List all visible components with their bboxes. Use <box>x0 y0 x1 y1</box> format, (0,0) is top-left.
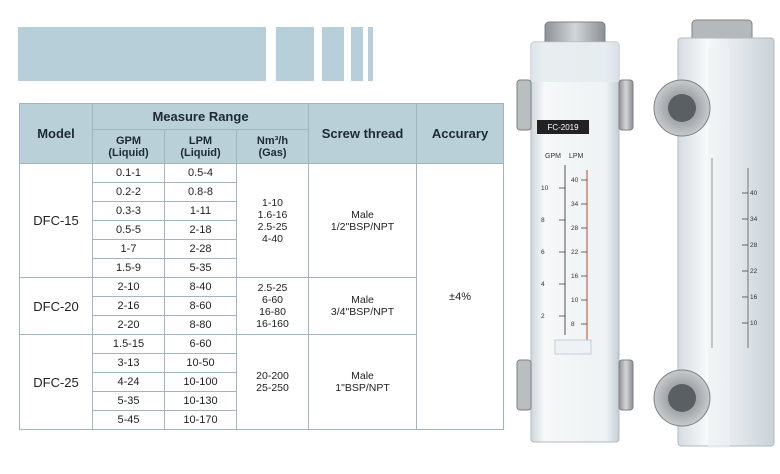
gas-range-value: 16-80 <box>259 306 286 318</box>
gpm-cell: 0.5-5 <box>93 221 165 240</box>
gpm-cell: 0.2-2 <box>93 183 165 202</box>
angled-scale-label: 10 <box>750 320 758 327</box>
thread-cell <box>309 164 417 278</box>
banner-block-1 <box>18 27 266 81</box>
lpm-cell: 0.8-8 <box>165 183 237 202</box>
lpm-cell: 2-28 <box>165 240 237 259</box>
accuracy-cell: ±4% <box>417 164 504 430</box>
lpm-scale-label: 40 <box>571 177 579 184</box>
gpm-scale-label: 6 <box>541 249 545 256</box>
banner-block-4 <box>351 27 363 81</box>
gas-range-value: 20-200 <box>256 370 289 382</box>
lpm-scale-label: 16 <box>571 273 579 280</box>
lpm-cell: 8-60 <box>165 297 237 316</box>
thread-value: 1/2"BSP/NPT <box>330 220 395 233</box>
lpm-scale-label: 8 <box>571 321 575 328</box>
lpm-cell: 6-60 <box>165 335 237 354</box>
gpm-cell: 5-35 <box>93 392 165 411</box>
gpm-cell: 1.5-15 <box>93 335 165 354</box>
lpm-cell: 10-170 <box>165 411 237 430</box>
gpm-cell: 4-24 <box>93 373 165 392</box>
gas-range-value: 1-10 <box>262 196 284 209</box>
header-screw-thread: Screw thread <box>309 104 417 164</box>
angled-scale-label: 28 <box>750 242 758 249</box>
header-measure-range: Measure Range <box>93 104 309 130</box>
lpm-cell: 2-18 <box>165 221 237 240</box>
gas-range-cell <box>237 164 309 278</box>
gas-range-value: 2.5-25 <box>257 220 288 233</box>
lpm-cell: 1-11 <box>165 202 237 221</box>
gas-range-value: 4-40 <box>262 232 284 245</box>
gas-range-cell <box>237 335 309 430</box>
lpm-cell: 8-80 <box>165 316 237 335</box>
thread-value: Male <box>351 294 374 306</box>
gas-range-value: 16-160 <box>256 318 289 330</box>
gpm-scale-title: GPM <box>545 153 561 160</box>
angled-scale-label: 16 <box>750 294 758 301</box>
lpm-cell: 5-35 <box>165 259 237 278</box>
gpm-scale-label: 8 <box>541 217 545 224</box>
gpm-cell: 1-7 <box>93 240 165 259</box>
thread-cell <box>309 335 417 430</box>
lpm-scale-label: 22 <box>571 249 579 256</box>
thread-cell <box>309 278 417 335</box>
thread-value: Male <box>351 208 374 221</box>
banner-block-5 <box>368 27 373 81</box>
lpm-scale-label: 10 <box>571 297 579 304</box>
lpm-cell: 10-100 <box>165 373 237 392</box>
thread-value: 3/4"BSP/NPT <box>330 306 395 318</box>
flowmeter-label: FC-2019 <box>547 123 579 132</box>
model-cell: DFC-25 <box>20 335 93 430</box>
angled-scale-label: 40 <box>750 190 758 197</box>
lpm-cell: 10-50 <box>165 354 237 373</box>
gpm-scale-label: 2 <box>541 313 545 320</box>
gpm-cell: 0.1-1 <box>93 164 165 183</box>
gas-range-value: 6-60 <box>262 294 284 306</box>
spec-table <box>19 103 504 430</box>
angled-scale-label: 22 <box>750 268 758 275</box>
model-cell: DFC-15 <box>20 164 93 278</box>
gpm-cell: 3-13 <box>93 354 165 373</box>
thread-value: 1"BSP/NPT <box>335 382 390 394</box>
gpm-scale-label: 4 <box>541 281 545 288</box>
gpm-cell: 1.5-9 <box>93 259 165 278</box>
gas-range-value: 1.6-16 <box>257 208 288 221</box>
header-model: Model <box>20 104 93 164</box>
lpm-cell: 8-40 <box>165 278 237 297</box>
lpm-cell: 0.5-4 <box>165 164 237 183</box>
lpm-scale-label: 28 <box>571 225 579 232</box>
header-lpm: LPM (Liquid) <box>165 130 237 164</box>
lpm-scale-title: LPM <box>569 153 584 160</box>
header-accuracy: Accurary <box>417 104 504 164</box>
gpm-cell: 2-20 <box>93 316 165 335</box>
model-cell: DFC-20 <box>20 278 93 335</box>
lpm-scale-label: 34 <box>571 201 579 208</box>
gpm-cell: 0.3-3 <box>93 202 165 221</box>
gpm-cell: 2-10 <box>93 278 165 297</box>
header-nm3h: Nm³/h (Gas) <box>237 130 309 164</box>
thread-value: Male <box>351 370 374 382</box>
gpm-cell: 5-45 <box>93 411 165 430</box>
gpm-scale-label: 10 <box>541 185 549 192</box>
gas-range-value: 2.5-25 <box>257 282 288 294</box>
gas-range-value: 25-250 <box>256 382 289 394</box>
banner-block-3 <box>322 27 344 81</box>
flowmeter-angled-photo <box>648 18 778 450</box>
gpm-cell: 2-16 <box>93 297 165 316</box>
flowmeter-front-photo <box>515 20 645 450</box>
banner-block-2 <box>276 27 314 81</box>
gas-range-cell <box>237 278 309 335</box>
header-gpm: GPM (Liquid) <box>93 130 165 164</box>
angled-scale-label: 34 <box>750 216 758 223</box>
lpm-cell: 10-130 <box>165 392 237 411</box>
